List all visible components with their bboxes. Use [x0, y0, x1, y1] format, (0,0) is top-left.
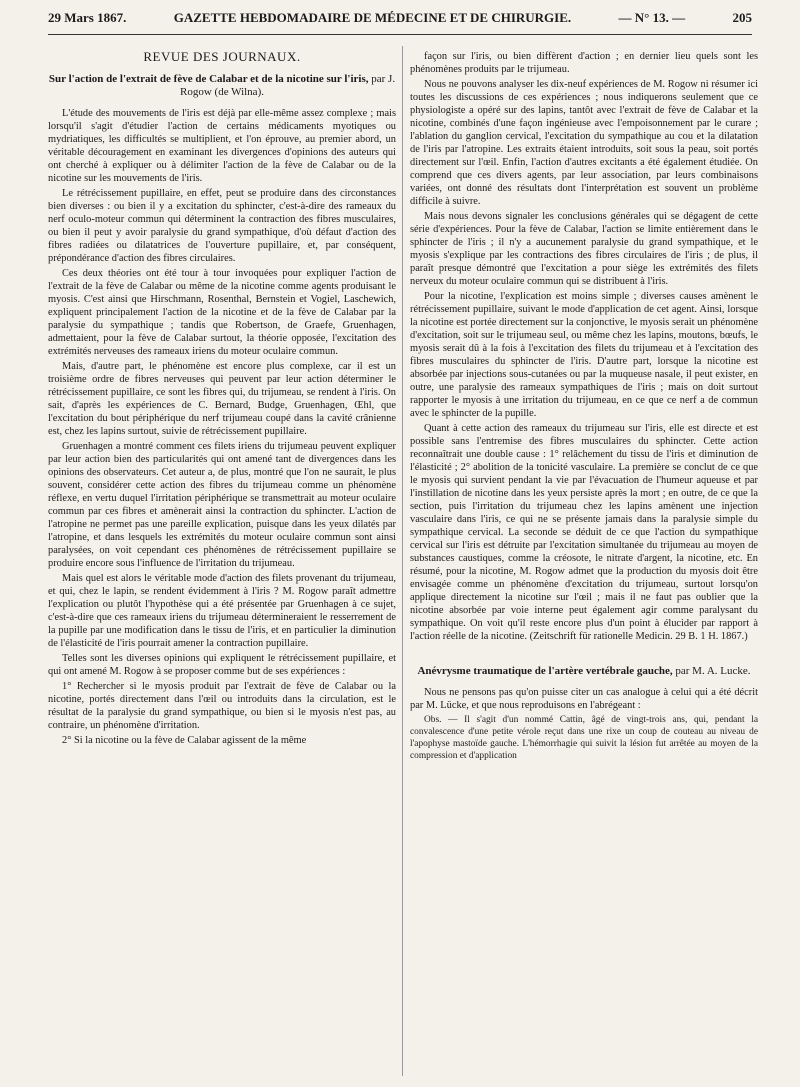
left-paragraph: 1° Rechercher si le myosis produit par l'extrait de fève de Calabar ou la nicotine, portés directement dans l'œil ou introduits dans la circulation, est le résultat de la paralysie du grand sympathique, ou bien si le myosis n'est pas, au contraire, un phénomène d'irritation.: [48, 681, 396, 731]
left-paragraph: 2° Si la nicotine ou la fève de Calabar agissent de la même: [62, 735, 307, 746]
column-divider: [402, 46, 403, 1076]
left-paragraph: Telles sont les diverses opinions qui expliquent le rétrécissement pupillaire, et qui ont amené M. Rogow à se proposer comme but de ses expériences :: [48, 653, 396, 677]
left-paragraph: L'étude des mouvements de l'iris est déjà par elle-même assez complexe ; mais lorsqu'il s'agit d'étudier l'action de certains médicaments myotiques ou mydriatiques, les difficultés se multiplient, et l'on éprouve, au premier abord, un véritable découragement en examinant les divergences d'opinions des auteurs qui ont cherché à expliquer ou à délimiter l'action de la fève de Calabar ou de la nicotine sur les mouvements de l'iris.: [48, 108, 396, 184]
second-article-paragraph: Nous ne pensons pas qu'on puisse citer un cas analogue à celui qui a été décrit par M. Lücke, et que nous reproduisons en l'abrégeant :: [410, 687, 758, 711]
article-spacer: [410, 645, 758, 665]
left-paragraph: Gruenhagen a montré comment ces filets iriens du trijumeau peuvent expliquer par leur action bien des particularités qui ont amené tant de divergences dans les opinions des observateurs. Cet auteur a, de plus, montré que l'on ne saurait, le plus souvent, considérer cette action des fibres du trijumeau comme un phénomène réflexe, en vertu duquel l'irritation périphérique se transmettrait au moteur oculaire commun par ces fibres et amènerait ainsi la contraction du sphincter. L'action de l'atropine ne permet pas une pareille explication, puisque dans les yeux dilatés par l'atropine, et dans lesquels les extrémités du moteur oculaire commun sont ainsi paralysées, on voit cependant ces phénomènes de rétrécissement pupillaire se produire encore sous l'influence de l'irritation du trijumeau.: [48, 441, 396, 569]
header-issue: — N° 13. —: [618, 10, 686, 25]
header-date: 29 Mars 1867.: [48, 10, 127, 25]
left-paragraph: Mais, d'autre part, le phénomène est encore plus complexe, car il est un troisième ordre de fibres nerveuses qui peuvent par leur action déterminer le rétrécissement pupillaire, ce sont les fibres qui, du trijumeau, se rendent à l'iris. On sait, d'après les expériences de C. Bernard, Budge, Gruenhagen, Œhl, que l'excitation du bout périphérique du nerf trijumeau coupé dans la cavité crânienne est, chez les lapins surtout, suivie de rétrécissement pupillaire.: [48, 361, 396, 437]
header-page-number: 205: [732, 10, 752, 25]
right-paragraph: Quant à cette action des rameaux du trijumeau sur l'iris, elle est directe et est possible sans l'entremise des fibres musculaires du sphincter. Cette action reconnaîtrait une double cause : 1° relâchement du tissu de l'iris et diminution de l'élasticité ; 2° abolition de la tonicité vasculaire. La première se conclut de ce que le myosis qui survient pendant la vie par l'évacuation de l'humeur aqueuse et par l'instillation de nicotine dans les yeux persiste après la mort ; en outre, de ce que la section, puis l'irritation du trijumeau chez les lapins amènent une injection vasculaire dans l'iris, ce qui ne se présente jamais dans la paralysie simple du sympathique cervical. La seconde se déduit de ce que l'action du sympathique cervical sur l'iris est détruite par l'excitation simultanée du trijumeau au moyen de substances caustiques, comme la créosote, le nitrate d'argent, la nicotine, etc. En résumé, pour la nicotine, M. Rogow admet que la production du myosis doit être envisagée comme un phénomène d'excitation du trijumeau, surtout lorsqu'on applique directement la nicotine sur l'œil ; mais il ne faut pas oublier que la nicotine absorbée par voie interne peut également agir comme paralysant du sympathique. On voit qu'il reste encore plus d'un point à élucider par rapport à l'action réelle de la nicotine. (Zeitschrift für rationelle Medicin. 29 B. 1 H. 1867.): [410, 423, 758, 642]
section-title: REVUE DES JOURNAUX.: [143, 49, 301, 64]
page-header: [48, 6, 752, 30]
article-title-main: Sur l'action de l'extrait de fève de Calabar et de la nicotine sur l'iris,: [48, 73, 369, 85]
observation-paragraph: Obs. — Il s'agit d'un nommé Cattin, âgé de vingt-trois ans, qui, pendant la convalescence d'une petite vérole reçut dans une rixe un coup de couteau au niveau de l'apophyse mastoïde gauche. L'hémorrhagie qui suivit la lésion fut arrêtée au moyen de la compression et d'application: [410, 715, 758, 761]
second-article-title-author: par M. A. Lucke.: [672, 665, 751, 677]
article-title: [48, 73, 396, 99]
right-paragraph: Mais nous devons signaler les conclusions générales qui se dégagent de cette série d'expériences. Pour la fève de Calabar, l'action se limite entièrement dans le sphincter de l'iris ; il n'y a aucunement paralysie du grand sympathique, et le myosis s'explique par les contractions des fibres circulaires de l'iris ; de plus, il paraît presque démontré que l'excitation a pour siège les extrémités des filets nerveux du moteur oculaire commun qui se distribuent à l'iris.: [410, 211, 758, 287]
right-column: [410, 50, 758, 764]
second-article-title-main: Anévrysme traumatique de l'artère vertébrale gauche,: [417, 665, 673, 677]
right-paragraph: Nous ne pouvons analyser les dix-neuf expériences de M. Rogow ni résumer ici toutes les discussions de ces expériences ; nous indiquerons seulement que ce physiologiste a opéré sur des lapins, tantôt avec l'extrait de fève de Calabar et la nicotine, combinés d'une façon ingénieuse avec l'empoisonnement par le curare ; l'ablation du ganglion cervical, l'excitation du sympathique au cou et la dilatation de l'iris par l'atropine. Les extraits étaient introduits, soit sous la peau, soit portés directement sur l'œil. Enfin, l'action d'autres excitants a été également étudiée. On comprend que ces divers agents, par leur association, par leurs combinaisons variées, ont donné des résultats dont l'interprétation est souvent un problème difficile à suivre.: [410, 79, 758, 207]
left-column: [48, 50, 396, 749]
header-journal-title: GAZETTE HEBDOMADAIRE DE MÉDECINE ET DE CHIRURGIE.: [173, 10, 572, 25]
right-paragraph: Pour la nicotine, l'explication est moins simple ; diverses causes amènent le rétrécissement pupillaire, suivant le mode d'application de cet agent. Ainsi, lorsque la nicotine est portée directement sur la conjonctive, le myosis serait un phénomène d'excitation, soit sur le trijumeau seul, ou même chez les lapins, moutons, bœufs, le myosis serait dû à la fois à l'excitation des filets du trijumeau et à l'excitation des fibres musculaires du sphincter de l'iris. D'autre part, lorsque la nicotine est absorbée par injections sous-cutanées ou par la muqueuse nasale, il peut exister, en outre, une paralysie des rameaux sympathiques de l'iris ; mais on doit surtout rapporter le myosis à une irritation du trijumeau, en ce que ce nerf a de commun avec le sphincter de la pupille.: [410, 291, 758, 419]
second-article-title: [410, 665, 758, 678]
left-paragraph: Mais quel est alors le véritable mode d'action des filets provenant du trijumeau, et qui, chez le lapin, se rendent évidemment à l'iris ? M. Rogow paraît admettre l'explication ou plutôt l'hypothèse qui a été présentée par Gruenhagen à ce sujet, c'est-à-dire que ces rameaux iriens du trijumeau détermineraient le resserrement de la pupille par une modification dans le tissu de l'iris, et en particulier la diminution de l'élasticité de l'iris pourrait amener la contraction pupillaire.: [48, 573, 396, 649]
left-paragraph: Ces deux théories ont été tour à tour invoquées pour expliquer l'action de l'extrait de la fève de Calabar ou même de la nicotine comme agents produisant le myosis. C'est ainsi que Hirschmann, Rosenthal, Bernstein et Vogiel, Laschewich, expliquent principalement l'action de la nicotine et de la fève de Calabar par la paralysie du sympathique ; tandis que Robertson, de Graefe, Gruenhagen, admettaient, pour la fève de Calabar surtout, la théorie opposée, l'excitation des extrémités nerveuses des rameaux iriens du moteur oculaire commun.: [48, 268, 396, 357]
article-title-author: par J. Rogow (de Wilna).: [180, 73, 396, 98]
header-rule: [48, 34, 752, 35]
left-paragraph: Le rétrécissement pupillaire, en effet, peut se produire dans des circonstances bien diverses : ou bien il y a excitation du sphincter, c'est-à-dire des rameaux du nerf oculo-moteur commun qui déterminent la contraction des fibres musculaires, ou bien il peut y avoir paralysie du grand sympathique, d'où défaut d'action des fibres radiées ou dilatatrices de l'ouverture pupillaire, et, par conséquent, prépondérance d'action des fibres circulaires.: [48, 188, 396, 264]
right-paragraph: façon sur l'iris, ou bien diffèrent d'action ; en dernier lieu quels sont les phénomènes produits par le trijumeau.: [410, 51, 758, 75]
